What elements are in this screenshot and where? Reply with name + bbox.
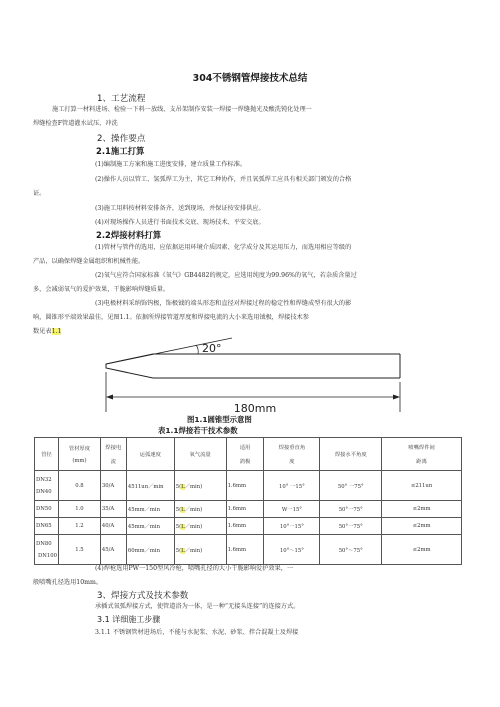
header-vertical-angle: 焊接垂直角 度 — [264, 438, 320, 471]
header-thickness: 管材厚度 (mm) — [58, 438, 100, 471]
cell-thickness: 0.8 — [58, 471, 100, 501]
cell-current: 40/A — [100, 518, 126, 535]
cell-pipe: DN50 — [35, 501, 59, 518]
subsection-2-1-heading: 2.1施工打算 — [96, 146, 145, 156]
paragraph-2-2-item-1: (1)管材与管件的选用，应依据运用环境介质因素、化学成分及其运用压力，而选用相应等级的 — [95, 244, 352, 251]
header-nozzle-distance: 喷嘴焊件间 距离 — [382, 438, 462, 471]
paragraph-2-2-item-2-cont: 多，会减弱氧气的爱护效果，干脆影响焊缝质量。 — [33, 286, 170, 293]
cell-current: 35/A — [100, 501, 126, 518]
length-label: 180mm — [233, 402, 277, 415]
cell-vertical-angle: W一15° — [264, 501, 320, 518]
cell-current: 30/A — [100, 471, 126, 501]
cell-rod: 1.6mm — [226, 501, 264, 518]
cell-rod: 1.6mm — [226, 471, 264, 501]
cell-vertical-angle: 10° 一15° — [264, 471, 320, 501]
cell-horizontal-angle: 50°一75° — [320, 501, 382, 518]
paragraph-2-2-item-3: (3)电极材料采纳饰钨极，饰极钺的端头形态和直径对焊接过程的稳定性和焊缝成型有很大的影 — [95, 300, 352, 307]
paragraph-2-1-item-2-cont: 证。 — [33, 190, 46, 197]
cell-current: 45/A — [100, 535, 126, 565]
paragraph-2-2-item-1-cont: 产品，以确保焊缝金属组织和机械性能。 — [33, 258, 145, 265]
paragraph-2-1-item-3: (3)施工用料按材料安排备齐，送到现场，并保证按安排供应。 — [95, 205, 265, 212]
cell-horizontal-angle: 50° 一75° — [320, 471, 382, 501]
section-1-line-2: 焊缝检查F管道灌水试压、冲洗 — [33, 120, 118, 127]
table-caption: 表1.1焊接若干技术参数 — [158, 426, 238, 435]
dimension-arrow-right — [393, 395, 400, 400]
table-row — [35, 535, 462, 565]
dimension-arrow-left — [106, 395, 113, 400]
paragraph-2-1-item-4: (4)对现场操作人员进行书面技术交底、现场技术、平安交底。 — [95, 219, 265, 226]
welding-parameters-table — [34, 437, 462, 565]
section-3-1-line-1: 3.1.1 不锈钢管材进场后，不能与水泥浆、水泥、砂浆、拌合混凝土及焊接 — [95, 629, 299, 636]
section-2-heading: 2、操作要点 — [97, 134, 146, 144]
cell-nozzle-distance: ≤2mm — [382, 518, 462, 535]
cell-speed: 45mm／min — [126, 501, 174, 518]
cell-thickness: 1.2 — [58, 518, 100, 535]
cell-gas: 5(L／min) — [174, 471, 226, 501]
header-current: 焊接电 流 — [100, 438, 126, 471]
angle-label: 20° — [202, 342, 222, 355]
cell-nozzle-distance: ≤2mm — [382, 501, 462, 518]
paragraph-2-1-item-2: (2)操作人员以管工、氢弧焊工为主，其它工种协作，并且氧弧焊工应具有相关部门颁发的合格 — [95, 176, 352, 183]
cell-gas: 5(L／min) — [174, 535, 226, 565]
cell-horizontal-angle: 50°一75° — [320, 518, 382, 535]
table-reference-highlight: 1.1 — [51, 328, 62, 335]
cell-gas: 5(L／min) — [174, 518, 226, 535]
cell-nozzle-distance: ≤2mm — [382, 535, 462, 565]
header-speed: 运弧速度 — [126, 438, 174, 471]
cell-nozzle-distance: ≤211un — [382, 471, 462, 501]
header-gas: 氧气流量 — [174, 438, 226, 471]
paragraph-2-2-item-2: (2)氧气应符合国家标准《氧气》GB4482的规定，应选用纯度为99.96%的氧气，若杂质含量过 — [95, 272, 357, 279]
cell-rod: 1.6mm — [226, 518, 264, 535]
document-title: 304不锈钢管焊接技术总结 — [192, 73, 308, 84]
section-3-heading: 3、焊接方式及技术参数 — [97, 591, 189, 601]
rod-cone-tip — [106, 354, 153, 378]
table-header-row — [35, 438, 462, 471]
cell-thickness: 1.5 — [58, 535, 100, 565]
cell-pipe: DN32 DN40 — [35, 471, 59, 501]
cell-pipe: DN65 — [35, 518, 59, 535]
paragraph-2-1-item-1: (1)编制施工方案和施工进度安排，建立质量工作标准。 — [95, 161, 247, 168]
paragraph-2-2-item-4: (4)焊枪选用PW一150型风冷枪，喷嘴孔径的大小干脆影响爱护效果，一 — [95, 565, 294, 572]
section-1-line-1: 施工打算一材料进场、检验一下料一放线、支吊架制作安装一焊接一焊缝抛光及酸洗钝化处理一 — [52, 106, 312, 113]
cell-vertical-angle: 10°一15° — [264, 518, 320, 535]
section-3-line-1: 承插式氧弧焊接方式，使管道浴为一体，是一种“无接头连接”的连接方式。 — [95, 603, 300, 610]
paragraph-2-2-item-3-cont: 响，圆锥形平端效果最佳，见图1.1。依据所焊接管道厚度和焊接电流的大小来选用钺极，焊接技术参 — [33, 314, 309, 321]
table-row — [35, 501, 462, 518]
table-row — [35, 471, 462, 501]
subsection-2-2-heading: 2.2焊接材料打算 — [96, 230, 162, 240]
cell-vertical-angle: 10°〜15° — [264, 535, 320, 565]
header-horizontal-angle: 焊接水平角度 — [320, 438, 382, 471]
cell-speed: 4511un／min — [126, 471, 174, 501]
header-rod: 适用 鸽极 — [226, 438, 264, 471]
cell-rod: 1.6mm — [226, 535, 264, 565]
header-pipe: 管径 — [35, 438, 59, 471]
paragraph-2-2-item-4-cont: 般喷嘴孔径选用10mm。 — [33, 579, 103, 586]
subsection-3-1-heading: 3.1 详细施工步骤 — [97, 615, 161, 624]
cell-horizontal-angle: 50°〜75° — [320, 535, 382, 565]
table-row — [35, 518, 462, 535]
table-reference-prefix: 数见表 — [33, 328, 52, 335]
figure-caption: 图1.1圆锥型示意图 — [187, 415, 252, 424]
section-1-heading: 1、工艺流程 — [97, 94, 146, 104]
cell-gas: 5(L／min) — [174, 501, 226, 518]
angle-arc — [196, 345, 198, 354]
cell-pipe: DN80 DN100 — [35, 535, 59, 565]
cell-thickness: 1.0 — [58, 501, 100, 518]
cell-speed: 60mm／min — [126, 535, 174, 565]
cell-speed: 45mm／min — [126, 518, 174, 535]
